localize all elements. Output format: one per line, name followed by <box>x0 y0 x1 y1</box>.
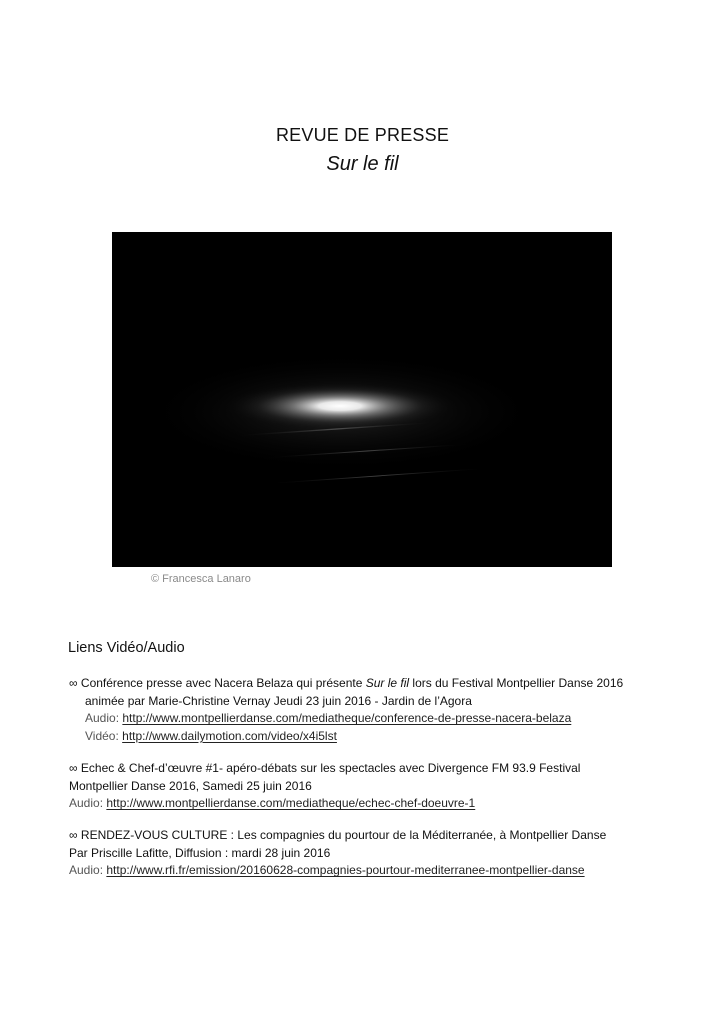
infinity-bullet-icon: ∞ <box>69 761 78 775</box>
entry-line: ∞ Echec & Chef-d’œuvre #1- apéro-débats sur les spectacles avec Divergence FM 93.9 Festival <box>69 761 581 775</box>
audio-label: Audio: <box>69 796 107 811</box>
entry-line: ∞ Conférence presse avec Nacera Belaza qui présente Sur le fil lors du Festival Montpellier Danse 2016 <box>69 676 624 690</box>
audio-label: Audio: <box>85 711 123 726</box>
audio-row <box>69 862 606 880</box>
page-subtitle: Sur le fil <box>326 153 399 175</box>
audio-link[interactable]: http://www.montpellierdanse.com/mediatheque/conference-de-presse-nacera-belaza <box>122 711 572 726</box>
list-item <box>69 827 606 880</box>
audio-link[interactable]: http://www.montpellierdanse.com/mediatheque/echec-chef-doeuvre-1 <box>106 796 476 811</box>
entry-line: Montpellier Danse 2016, Samedi 25 juin 2016 <box>69 778 312 793</box>
audio-row <box>69 795 580 813</box>
performance-photo <box>112 232 612 567</box>
infinity-bullet-icon: ∞ <box>69 676 78 690</box>
page-title: REVUE DE PRESSE <box>275 125 450 145</box>
entry-line: animée par Marie-Christine Vernay Jeudi 23 juin 2016 - Jardin de l’Agora <box>85 693 472 708</box>
video-row <box>69 728 623 746</box>
photo-credit: © Francesca Lanaro <box>151 573 251 585</box>
video-link[interactable]: http://www.dailymotion.com/video/x4i5lst <box>122 728 337 743</box>
list-item <box>69 760 580 813</box>
audio-label: Audio: <box>69 863 107 878</box>
list-item <box>69 675 623 745</box>
spotlight-image <box>112 232 612 567</box>
audio-link[interactable]: http://www.rfi.fr/emission/20160628-compagnies-pourtour-mediterranee-montpellier-danse <box>106 863 585 878</box>
section-title: Liens Vidéo/Audio <box>68 640 185 656</box>
infinity-bullet-icon: ∞ <box>69 828 78 842</box>
entry-line: Par Priscille Lafitte, Diffusion : mardi 28 juin 2016 <box>69 845 331 860</box>
audio-row <box>69 710 623 728</box>
video-label: Vidéo: <box>85 728 123 743</box>
entry-line: ∞ RENDEZ-VOUS CULTURE : Les compagnies du pourtour de la Méditerranée, à Montpellier Danse <box>69 828 607 842</box>
